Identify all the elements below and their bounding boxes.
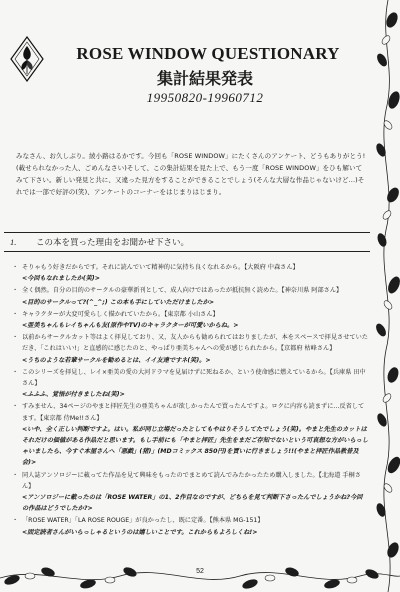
answer-item [14, 470, 368, 515]
answer-reply: <いや、全く正しい判断ですよ。はい。私が同じ立場だったとしてもやはりそうしてたでしょう(笑)。やまと先生のカットはそれだけの価値がある作品だと思います。もし手前にも「やまと拝匠」先生をまだご存知でないという可哀想な方がいらっしゃいましたら、今すぐ本屋さんへ「悪戯」(猪)」(MDコミックス 850円)を買いに行きましょう!!(やまと拝匠作品教普及会)> [22, 425, 369, 467]
answer-text: ・ すみません、34ページのやまと拝匠先生の亜美ちゃんが欲しかったんで買ったんですよ。ロクに内容も読まずに…反省してます。【東京都 侍Me!!さん】 [22, 403, 365, 422]
answer-reply: <アンソロジーに載ったのは「ROSE WATER」の1、2作目なのですが、どちらを見て判断下さったんでしょうかね?今回の作品はどうでしたか?> [22, 494, 363, 513]
floral-border-bottom [0, 558, 400, 592]
answer-text: ・ そりゃもう好きだからです。それに読んでいて精神的に気持ち良くなれるから。【大阪府 中森さん】 [22, 264, 299, 271]
date-range: 19950820-19960712 [146, 90, 264, 105]
answer-reply: <亜美ちゃんもレイちゃんも友(原作やTV)のキャラクターが可愛いからね。> [22, 322, 239, 330]
intro-paragraph: みなさん、お久しぶり。綾小路はるかです。今回も「ROSE WINDOW」にたくさんのアンケート、どうもありがとう!(載せられなかった人、ごめんなさい)そして、この集計結果を見た上で、もう一度「ROSE WINDOW」をひも解いてみて下さい。新しい発見と共に、又違った見方をすることができることでしょう(そんな大層な作品じゃないけど...)それでは一部で好評の(笑)、アンケートのコーナーをはじまりはじまり。 [16, 152, 366, 196]
answer-reply: <ふふふ、覚悟が付きましたね(笑)> [22, 391, 125, 399]
answer-item [14, 309, 368, 331]
question-text: この本を買った理由をお聞かせ下さい。 [36, 238, 190, 248]
page-subtitle: 集計結果発表 [156, 71, 253, 88]
answer-text: ・ 全く偶然。自分の目的のサークルの豪華新刊として、成人向けではあったが抵抗無く読めた。【神奈川県 阿部さん】 [22, 287, 343, 295]
answer-item [14, 332, 368, 366]
answer-item [14, 262, 368, 284]
question-header [4, 232, 370, 252]
answer-text: ・ 以前からサークルカット等はよく拝見しており、又、友人からも勧められてはおりましたが、本をスペースで拝見させていただき、「これはいい!」と直感的に感じたのと、やっぱり亜美ちゃんへの愛が感じられたから。【京都府 枯峰さん】 [22, 334, 368, 353]
answer-text: ・ 「ROSE WATER」「LA ROSE ROUGE」が良かったし、既に定番。【熊本県 MG-151】 [22, 517, 264, 525]
answer-reply: <固定読者さんがいらっしゃるというのは嬉しいことです。これからもよろしくね!> [22, 528, 258, 536]
answer-item [14, 401, 368, 468]
page-number: 52 [196, 568, 204, 575]
answer-list [14, 262, 368, 539]
answer-reply: <今回もなれましたか(笑)> [22, 275, 100, 283]
answer-text: ・ このシリーズを拝見し、レイ×亜美の愛の大河ドラマを見届けずに死ねるか、という使命感に燃えているから。【兵庫県 田中さん】 [22, 368, 366, 388]
answer-reply: <うちのような若輩サークルを勧めるとは、イイ友達ですネ(笑)。> [22, 356, 211, 364]
page-title: ROSE WINDOW QUESTIONARY [76, 44, 340, 63]
rose-window-logo [10, 36, 44, 82]
answer-item [14, 515, 368, 537]
floral-border-right [370, 0, 400, 592]
answer-text: ・ キャラクターが大変可愛らしく描かれていたから。【東京都 小山さん】 [22, 310, 219, 318]
answer-reply: <目的のサークルって?(^_^;) この本も手にしていただけましたか> [22, 298, 215, 306]
answer-text: ・ 同人誌アンソロジーに載ってた作品を見て興味をもったのでまとめて読んでみたかったため購入しました。【北海道 手桐さん】 [22, 471, 361, 490]
question-number: 1. [10, 237, 17, 247]
answer-item [14, 367, 368, 401]
answer-item [14, 285, 368, 307]
